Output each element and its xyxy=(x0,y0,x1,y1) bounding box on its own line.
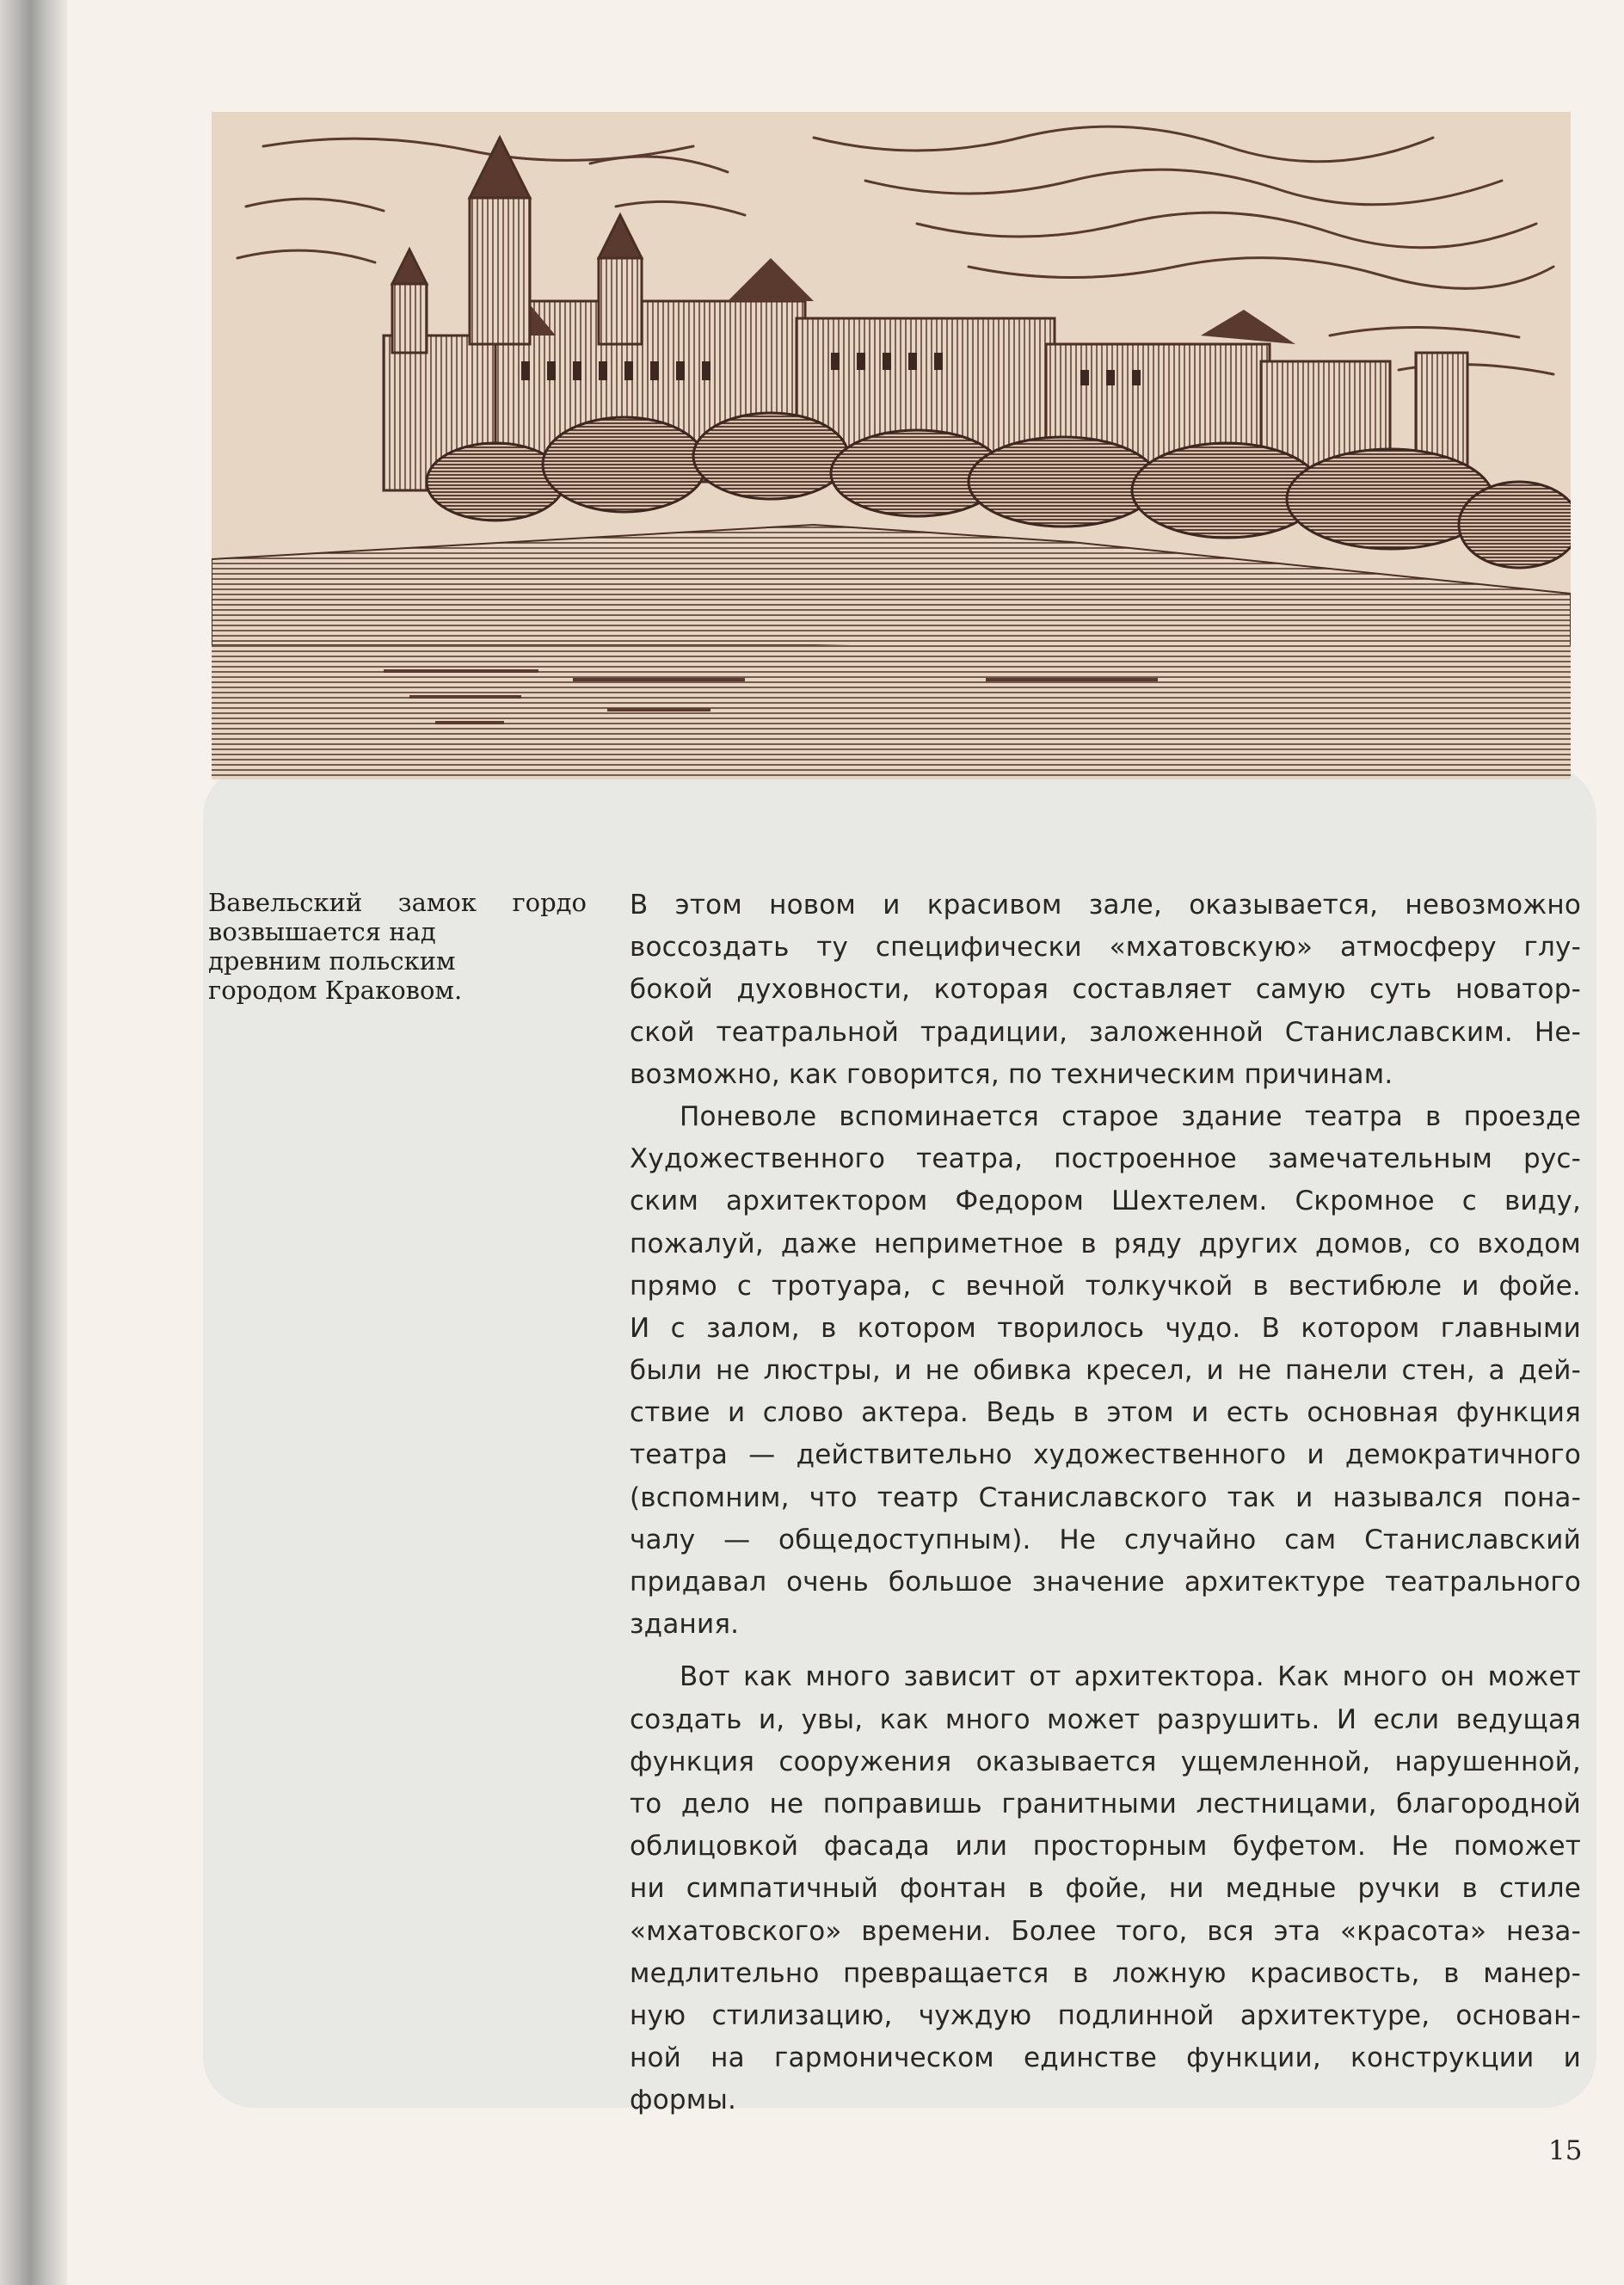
text-line: ной на гармоническом единстве функции, конструкции и xyxy=(630,2042,1581,2074)
caption-line: Вавельский замок гордо xyxy=(208,888,587,917)
text-line: ской театральной традиции, заложенной Станиславским. Не- xyxy=(630,1016,1581,1048)
paragraph-2 xyxy=(630,1096,1581,1646)
text-line: придавал очень большое значение архитектуре театрального xyxy=(630,1567,1581,1598)
page-number: 15 xyxy=(1548,2135,1583,2166)
text-line: чалу — общедоступным). Не случайно сам Станиславский xyxy=(630,1524,1581,1555)
caption-line: древним польским xyxy=(208,946,456,976)
text-line: формы. xyxy=(630,2085,737,2116)
text-line: медлительно превращается в ложную красивость, в манер- xyxy=(630,1957,1581,1989)
text-line: Художественного театра, построенное замечательным рус- xyxy=(630,1143,1581,1175)
text-line: бокой духовности, которая составляет самую суть новатор- xyxy=(630,974,1581,1006)
text-line: облицовкой фасада или просторным буфетом. Не поможет xyxy=(630,1831,1581,1863)
text-line: функция сооружения оказывается ущемленной, нарушенной, xyxy=(630,1746,1581,1777)
text-line: воссоздать ту специфически «мхатовскую» атмосферу глу- xyxy=(630,932,1581,964)
text-line: театра — действительно художественного и демократичного xyxy=(630,1439,1581,1471)
text-line: ную стилизацию, чуждую подлинной архитектуре, основан- xyxy=(630,1999,1581,2031)
text-line: пожалуй, даже неприметное в ряду других домов, со входом xyxy=(630,1228,1581,1260)
wawel-castle-engraving xyxy=(212,112,1571,779)
text-line: ствие и слово актера. Ведь в этом и есть основная функция xyxy=(630,1397,1581,1429)
book-spine-shadow xyxy=(0,0,67,2285)
text-line: Вот как много зависит от архитектора. Как много он может xyxy=(680,1661,1581,1693)
caption-line: городом Краковом. xyxy=(208,976,463,1005)
text-line: (вспомним, что театр Станиславского так и назывался пона- xyxy=(630,1481,1581,1513)
text-line: ским архитектором Федором Шехтелем. Скромное с виду, xyxy=(630,1186,1581,1217)
text-line: ни симпатичный фонтан в фойе, ни медные ручки в стиле xyxy=(630,1873,1581,1905)
article-body xyxy=(630,884,1581,2122)
paragraph-3 xyxy=(630,1656,1581,2122)
text-line: «мхатовского» времени. Более того, вся эта «красота» неза- xyxy=(630,1915,1581,1947)
text-line: создать и, увы, как много может разрушить. И если ведущая xyxy=(630,1703,1581,1735)
text-line: были не люстры, и не обивка кресел, и не панели стен, а дей- xyxy=(630,1355,1581,1387)
caption-line: возвышается над xyxy=(208,917,436,946)
text-line: Поневоле вспоминается старое здание театра в проезде xyxy=(680,1100,1581,1132)
text-line: И с залом, в котором творилось чудо. В котором главными xyxy=(630,1312,1581,1344)
text-line: возможно, как говорится, по техническим причинам. xyxy=(630,1058,1393,1090)
text-line: то дело не поправишь гранитными лестницами, благородной xyxy=(630,1788,1581,1820)
text-line: прямо с тротуара, с вечной толкучкой в вестибюле и фойе. xyxy=(630,1270,1581,1302)
image-caption xyxy=(208,888,587,1005)
paragraph-1 xyxy=(630,884,1581,1096)
text-line: здания. xyxy=(630,1609,740,1641)
text-line: В этом новом и красивом зале, оказывается, невозможно xyxy=(630,890,1581,921)
